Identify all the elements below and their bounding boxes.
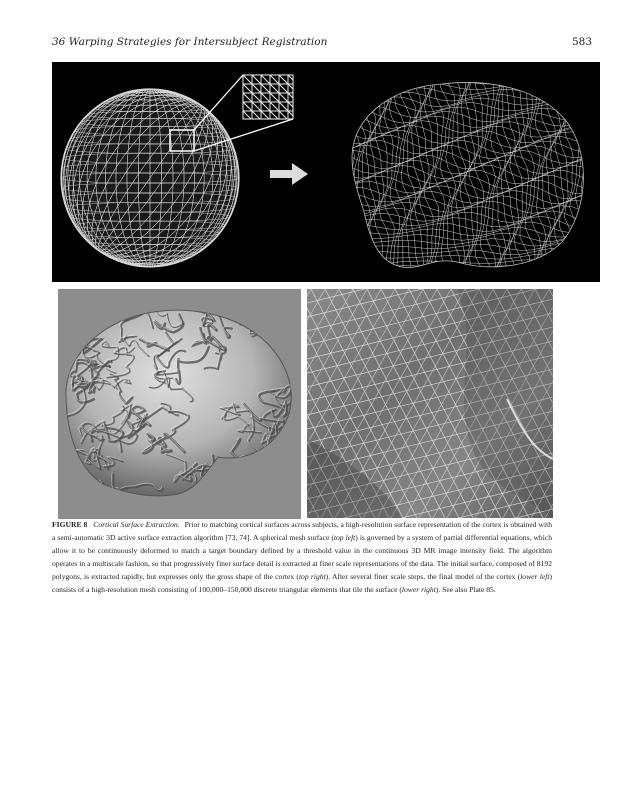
running-title: 36 Warping Strategies for Intersubject Registration: [52, 36, 328, 48]
figure-title: Cortical Surface Extraction.: [93, 520, 180, 529]
caption-ref: lower right: [401, 585, 436, 594]
caption-ref: top left: [333, 533, 356, 542]
caption-text: ) is governed by a system of partial differential equations, which allow it to be continuously deformed to match a target boundary defined by a threshold value in the continuous 3D MR image intensity field. The algorithm operates in a multiscale fashion, so that progressively finer surface detail is extracted at finer scale representations of the data. The initial surface, composed of 8192 polygons, is extracted rapidly, but expresses only the gross shape of the cortex (: [52, 533, 553, 581]
final-cortex-model: [58, 289, 301, 519]
caption-ref: top right: [298, 572, 326, 581]
caption-text: Prior to matching cortical surfaces across subjects, a high-resolution surface representation of the cortex is obtained with a semi-automatic 3D active surface extraction algorithm [73, 74]. A spherical mesh surface (: [52, 520, 552, 542]
figure-caption: [52, 518, 552, 596]
caption-text: ). After several finer scale steps, the final model of the cortex (: [325, 572, 521, 581]
figure-top-panel: [52, 62, 600, 282]
page-number: 583: [571, 36, 592, 48]
figure-label: FIGURE 8: [52, 520, 88, 529]
running-header: [52, 36, 592, 54]
caption-text: ). See also Plate 85.: [435, 585, 496, 594]
high-resolution-triangular-mesh: [307, 289, 553, 518]
caption-ref: lower left: [520, 572, 550, 581]
caption-text: ) consists of a high-resolution mesh consisting of 100,000–150,000 discrete triangular elements that tile the surface (: [52, 572, 552, 594]
